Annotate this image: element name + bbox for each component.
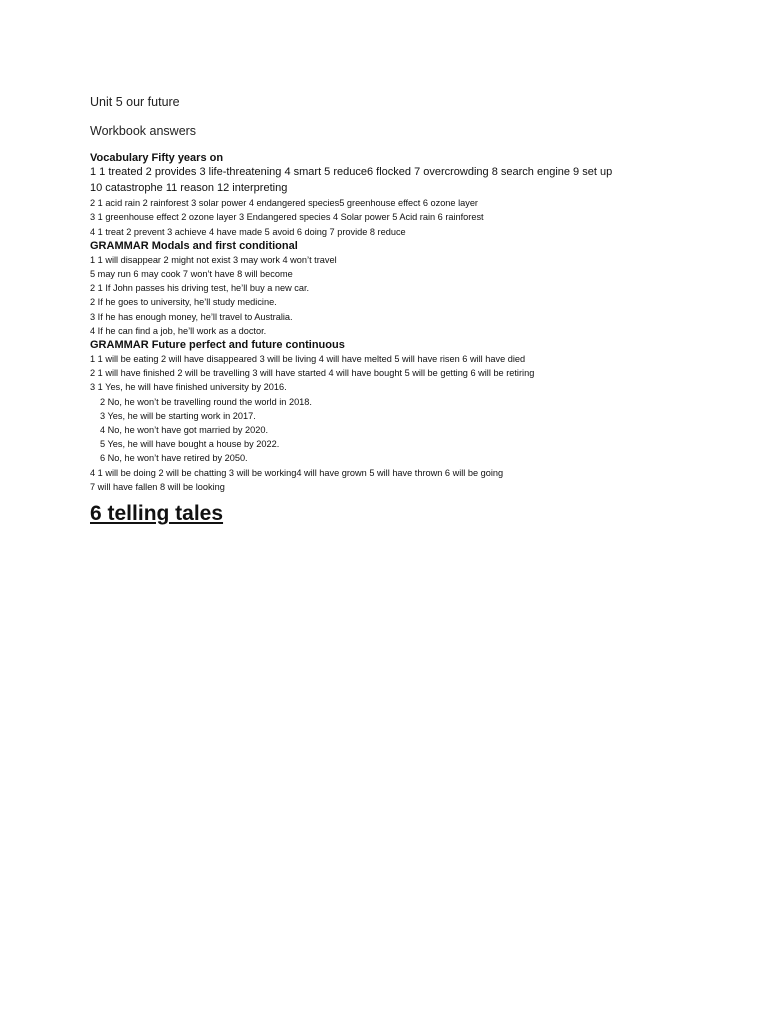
answer-line: 1 1 will disappear 2 might not exist 3 may work 4 won’t travel — [90, 254, 337, 265]
next-chapter-title: 6 telling tales — [90, 502, 224, 526]
answer-line: 2 1 will have finished 2 will be travelling 3 will have started 4 will have bought 5 will be getting 6 will be retiring — [90, 368, 535, 379]
answer-line: 3 If he has enough money, he’ll travel to Australia. — [90, 311, 293, 322]
unit-title: Unit 5 our future — [90, 95, 180, 109]
section-heading: GRAMMAR Future perfect and future continuous — [90, 339, 345, 352]
answer-line: 2 1 acid rain 2 rainforest 3 solar power 4 endangered species5 greenhouse effect 6 ozone layer — [90, 198, 478, 209]
answer-line: 2 1 If John passes his driving test, he’ll buy a new car. — [90, 283, 310, 294]
document-page — [90, 94, 750, 528]
answer-line: 3 1 Yes, he will have finished university by 2016. — [90, 382, 287, 393]
section-heading: GRAMMAR Modals and first conditional — [90, 239, 298, 252]
answer-line: 2 No, he won’t be travelling round the world in 2018. — [100, 396, 312, 407]
answer-line: 4 No, he won’t have got married by 2020. — [100, 425, 269, 436]
section-heading: Vocabulary Fifty years on — [90, 152, 224, 164]
answer-line: 4 1 treat 2 prevent 3 achieve 4 have made 5 avoid 6 doing 7 provide 8 reduce — [90, 226, 406, 237]
answer-line: 4 1 will be doing 2 will be chatting 3 will be working4 will have grown 5 will have thrown 6 will be going — [90, 467, 504, 478]
section-vocabulary — [90, 151, 750, 239]
answer-line: 3 1 greenhouse effect 2 ozone layer 3 Endangered species 4 Solar power 5 Acid rain 6 rainforest — [90, 212, 484, 223]
answer-line: 1 1 will be eating 2 will have disappeared 3 will be living 4 will have melted 5 will have risen 6 will have died — [90, 354, 526, 365]
workbook-title: Workbook answers — [90, 124, 197, 138]
answer-line: 3 Yes, he will be starting work in 2017. — [100, 410, 256, 421]
answer-line: 7 will have fallen 8 will be looking — [90, 481, 225, 492]
answer-line: 2 If he goes to university, he’ll study medicine. — [90, 297, 277, 308]
section-future-perfect — [90, 338, 750, 494]
answer-line: 6 No, he won’t have retired by 2050. — [100, 453, 248, 464]
answer-line: 1 1 treated 2 provides 3 life-threatening 4 smart 5 reduce6 flocked 7 overcrowding 8 search engine 9 set up — [90, 166, 613, 178]
answer-line: 5 Yes, he will have bought a house by 2022. — [100, 439, 280, 450]
section-modals — [90, 239, 750, 338]
answer-line: 5 may run 6 may cook 7 won’t have 8 will become — [90, 269, 293, 279]
answer-line: 10 catastrophe 11 reason 12 interpreting — [90, 181, 288, 194]
answer-line: 4 If he can find a job, he’ll work as a doctor. — [90, 325, 267, 336]
